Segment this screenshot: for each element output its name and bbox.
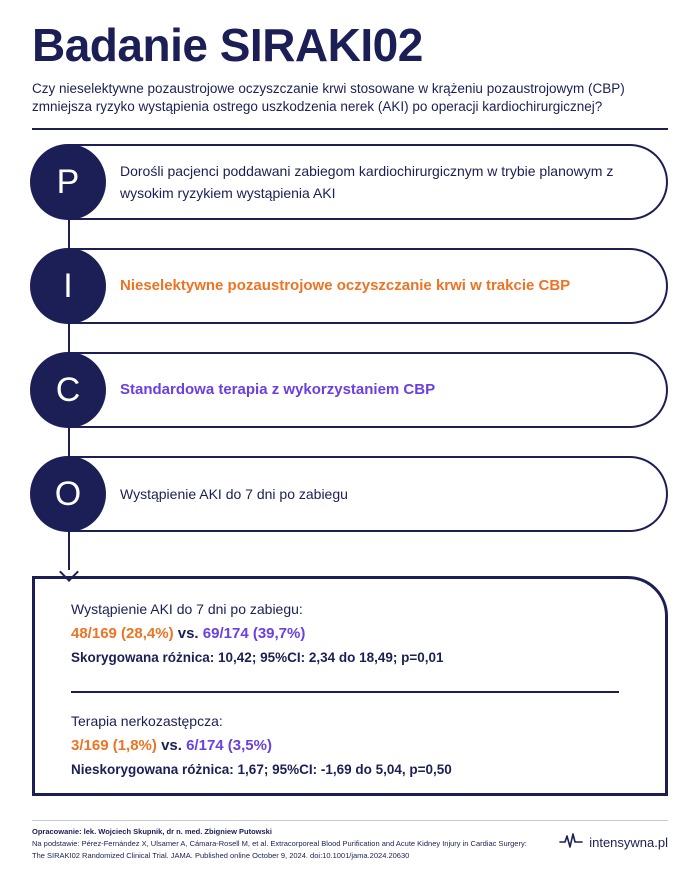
brand-name: intensywna.pl [589, 835, 668, 850]
rrt-outcome-values [71, 737, 631, 754]
footer-source-line2: The SIRAKI02 Randomized Clinical Trial. JAMA. Published online October 9, 2024. doi:10.1001/jama.2024.20630 [32, 851, 410, 860]
pico-letter-p: P [30, 144, 106, 220]
footer-credits [32, 826, 552, 862]
footer-source-line1: Na podstawie: Pérez-Fernández X, Ulsamer A, Cámara-Rosell M, et al. Extracorporeal Blood Purification and Acute Kidney Injury in Cardiac Surgery: [32, 839, 527, 848]
page-title: Badanie SIRAKI02 [32, 19, 423, 71]
footer-divider [32, 820, 668, 821]
pico-text-outcome: Wystąpienie AKI do 7 dni po zabiegu [120, 486, 348, 502]
pico-text-intervention: Nieselektywne pozaustrojowe oczyszczanie krwi w trakcie CBP [120, 277, 571, 294]
vs-label: vs. [161, 736, 182, 754]
aki-outcome-label: Wystąpienie AKI do 7 dni po zabiegu: [71, 601, 303, 617]
pico-text-comparison: Standardowa terapia z wykorzystaniem CBP [120, 381, 436, 398]
heartbeat-icon [559, 832, 583, 853]
rrt-intervention-value: 3/169 (1,8%) [71, 736, 157, 754]
pico-letter-i: I [30, 248, 106, 324]
aki-control-value: 69/174 (39,7%) [202, 625, 306, 642]
rrt-outcome-label: Terapia nerkozastępcza: [71, 712, 223, 729]
results-panel [32, 576, 668, 796]
pico-text-population: Dorośli pacjenci poddawani zabiegom kardiochirurgicznym w trybie planowym z wysokim ryzykiem wystąpienia AKI [120, 163, 614, 201]
brand-logo [559, 832, 668, 853]
pico-row-comparison [55, 352, 668, 428]
pico-row-intervention [63, 248, 668, 324]
aki-outcome-values [71, 625, 631, 642]
research-question: Czy nieselektywne pozaustrojowe oczyszczanie krwi stosowane w krążeniu pozaustrojowym (CBP) zmniejsza ryzyko wystąpienia ostrego uszkodzenia nerek (AKI) po operacji kardiochirurgicznej? [32, 81, 625, 114]
rrt-control-value: 6/174 (3,5%) [186, 736, 272, 754]
vs-label: vs. [177, 625, 199, 642]
pico-row-outcome [54, 456, 668, 532]
footer-authors: Opracowanie: lek. Wojciech Skupnik, dr n. med. Zbigniew Putowski [32, 827, 272, 836]
pico-letter-c: C [30, 352, 106, 428]
results-divider [71, 691, 619, 693]
pico-letter-o: O [30, 456, 106, 532]
aki-statistics: Skorygowana różnica: 10,42; 95%CI: 2,34 do 18,49; p=0,01 [71, 650, 444, 665]
rrt-statistics: Nieskorygowana różnica: 1,67; 95%CI: -1,69 do 5,04, p=0,50 [71, 761, 452, 777]
header-divider [32, 128, 668, 130]
aki-intervention-value: 48/169 (28,4%) [71, 625, 174, 642]
pico-row-population [56, 144, 668, 220]
